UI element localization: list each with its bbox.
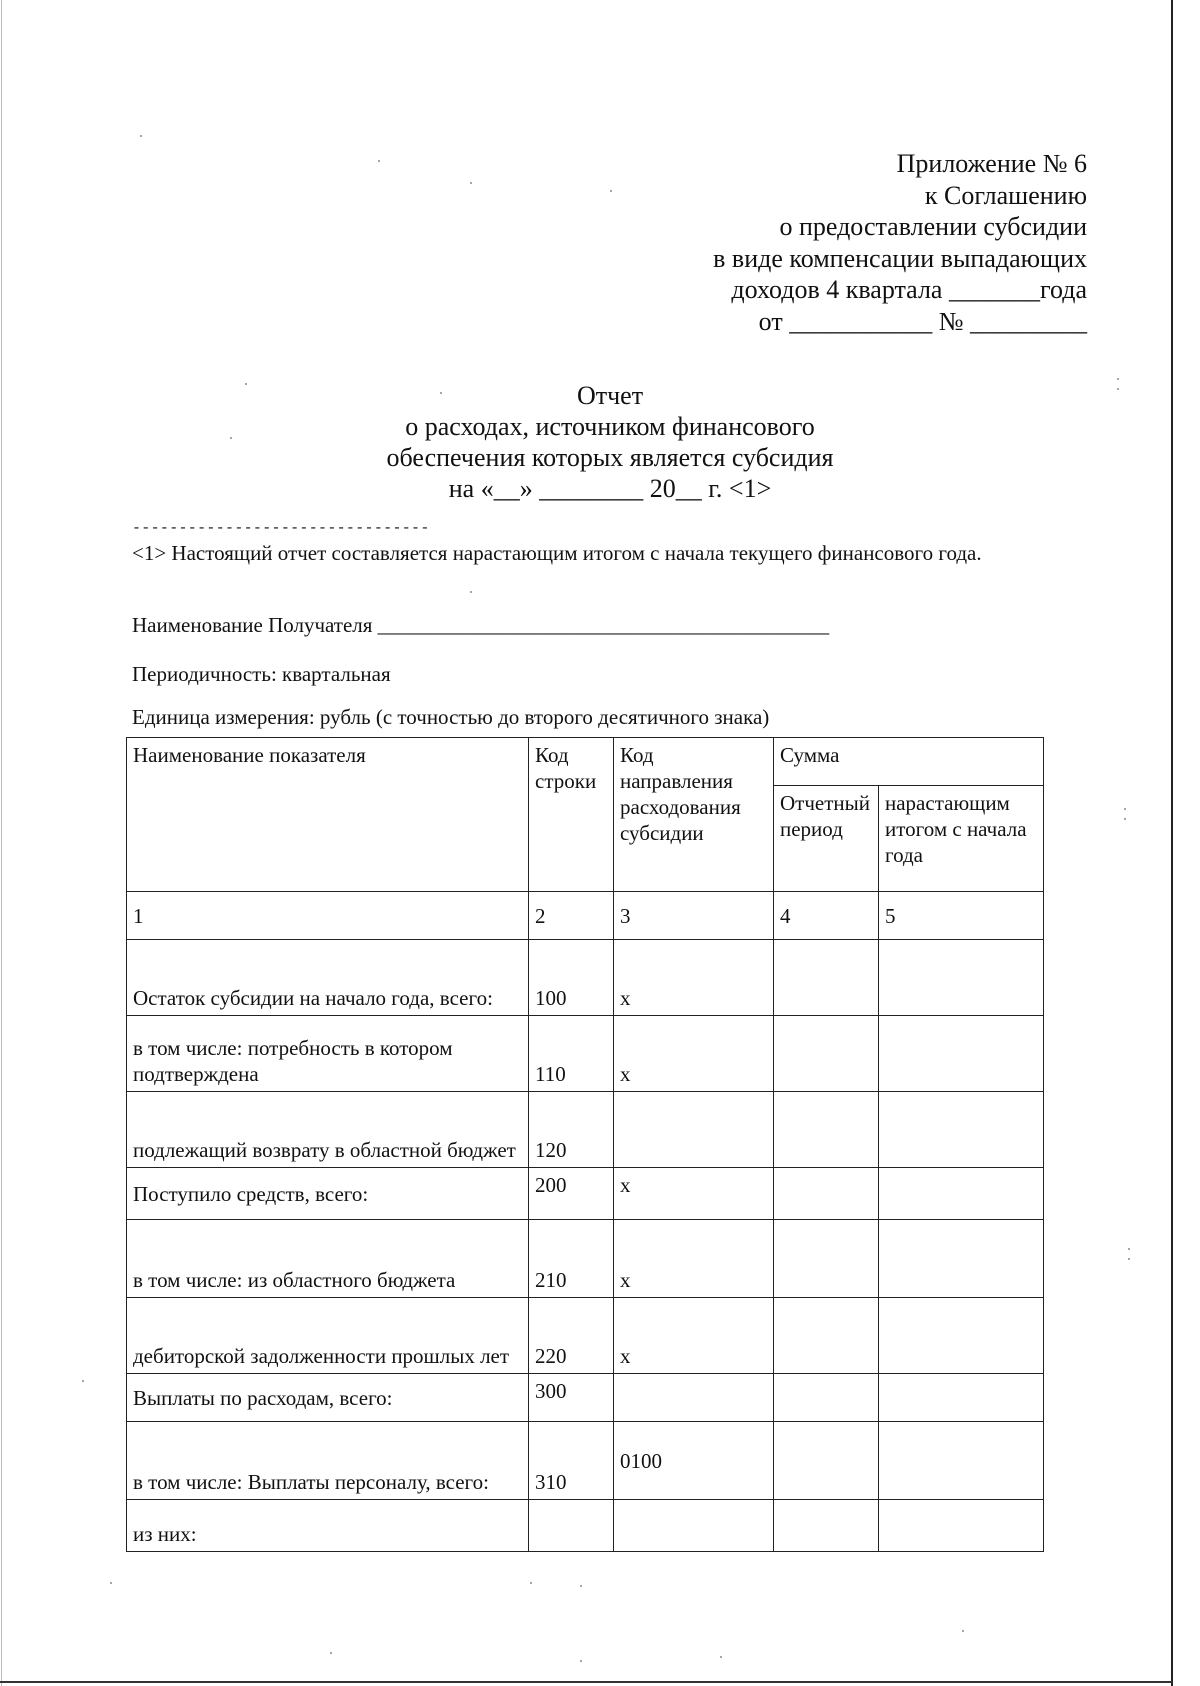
row-direction: x [614,1298,774,1374]
header-sum: Сумма [774,738,1044,786]
row-reporting-value [774,1298,879,1374]
row-cumulative-value [879,1500,1044,1552]
footnote-text: <1> Настоящий отчет составляется нарастающим итогом с начала текущего финансового года. [132,541,982,565]
row-name: Поступило средств, всего: [127,1168,529,1220]
appendix-line: о предоставлении субсидии [779,212,1087,241]
row-direction: x [614,1220,774,1298]
row-name: в том числе: Выплаты персоналу, всего: [127,1422,529,1500]
header-row [127,738,1044,786]
row-code: 200 [529,1168,614,1220]
row-code: 220 [529,1298,614,1374]
report-title-line: Отчет [576,381,644,410]
table-row [127,1500,1044,1552]
table-row [127,1422,1044,1500]
appendix-line: от ___________ № _________ [758,306,1087,336]
row-code: 310 [529,1422,614,1500]
row-name: Остаток субсидии на начало года, всего: [127,940,529,1016]
header-reporting-period: Отчетный период [774,786,879,892]
row-direction [614,1092,774,1168]
row-reporting-value [774,1500,879,1552]
unit-label: Единица измерения: рубль (с точностью до второго десятичного знака) [132,705,770,729]
report-title-line: о расходах, источником финансового [405,412,815,441]
appendix-header [713,148,1087,337]
row-cumulative-value [879,1298,1044,1374]
table-row [127,1168,1044,1220]
footnote-separator: -------------------------------- [132,520,430,537]
row-code: 300 [529,1374,614,1422]
row-direction: x [614,940,774,1016]
appendix-line: доходов 4 квартала _______года [731,275,1087,304]
report-title [340,380,880,504]
page-edge-bottom [0,1681,1172,1683]
report-table [126,737,1044,1552]
row-cumulative-value [879,1092,1044,1168]
header-indicator: Наименование показателя [127,738,529,892]
report-title-line: обеспечения которых является субсидия [386,443,834,472]
row-name: в том числе: из областного бюджета [127,1220,529,1298]
table-row [127,1374,1044,1422]
appendix-line: к Соглашению [924,180,1087,210]
row-direction: x [614,1016,774,1092]
row-reporting-value [774,1220,879,1298]
row-reporting-value [774,1168,879,1220]
row-cumulative-value [879,1220,1044,1298]
row-reporting-value [774,940,879,1016]
table-row [127,1016,1044,1092]
appendix-line: Приложение № 6 [896,149,1087,178]
row-name: подлежащий возврату в областной бюджет [127,1092,529,1168]
column-number: 1 [127,892,529,940]
row-direction: x [614,1168,774,1220]
row-cumulative-value [879,940,1044,1016]
row-direction: 0100 [614,1422,774,1500]
row-cumulative-value [879,1374,1044,1422]
periodicity-label: Периодичность: квартальная [132,662,391,686]
row-reporting-value [774,1092,879,1168]
row-cumulative-value [879,1422,1044,1500]
row-direction [614,1500,774,1552]
row-reporting-value [774,1374,879,1422]
row-code: 100 [529,940,614,1016]
appendix-line: в виде компенсации выпадающих [713,243,1087,273]
recipient-name-field: Наименование Получателя ___________________________________________ [132,613,830,637]
row-cumulative-value [879,1168,1044,1220]
row-cumulative-value [879,1016,1044,1092]
row-reporting-value [774,1016,879,1092]
column-number: 3 [614,892,774,940]
table-row [127,1220,1044,1298]
row-name: из них: [127,1500,529,1552]
row-name: в том числе: потребность в котором подтверждена [127,1016,529,1092]
row-code: 120 [529,1092,614,1168]
page-edge-right [1171,0,1173,1686]
table-row [127,1298,1044,1374]
report-title-line: на «__» ________ 20__ г. <1> [448,474,772,503]
table-row [127,940,1044,1016]
row-code: 110 [529,1016,614,1092]
row-direction [614,1374,774,1422]
header-row-code: Код строки [529,738,614,892]
row-code [529,1500,614,1552]
column-number: 2 [529,892,614,940]
column-number: 4 [774,892,879,940]
row-name: Выплаты по расходам, всего: [127,1374,529,1422]
header-cumulative: нарастающим итогом с начала года [879,786,1044,892]
table-row [127,1092,1044,1168]
row-name: дебиторской задолженности прошлых лет [127,1298,529,1374]
column-number: 5 [879,892,1044,940]
row-reporting-value [774,1422,879,1500]
page-edge-left [1,0,2,1686]
column-number-row [127,892,1044,940]
row-code: 210 [529,1220,614,1298]
header-direction-code: Код направления расходования субсидии [614,738,774,892]
